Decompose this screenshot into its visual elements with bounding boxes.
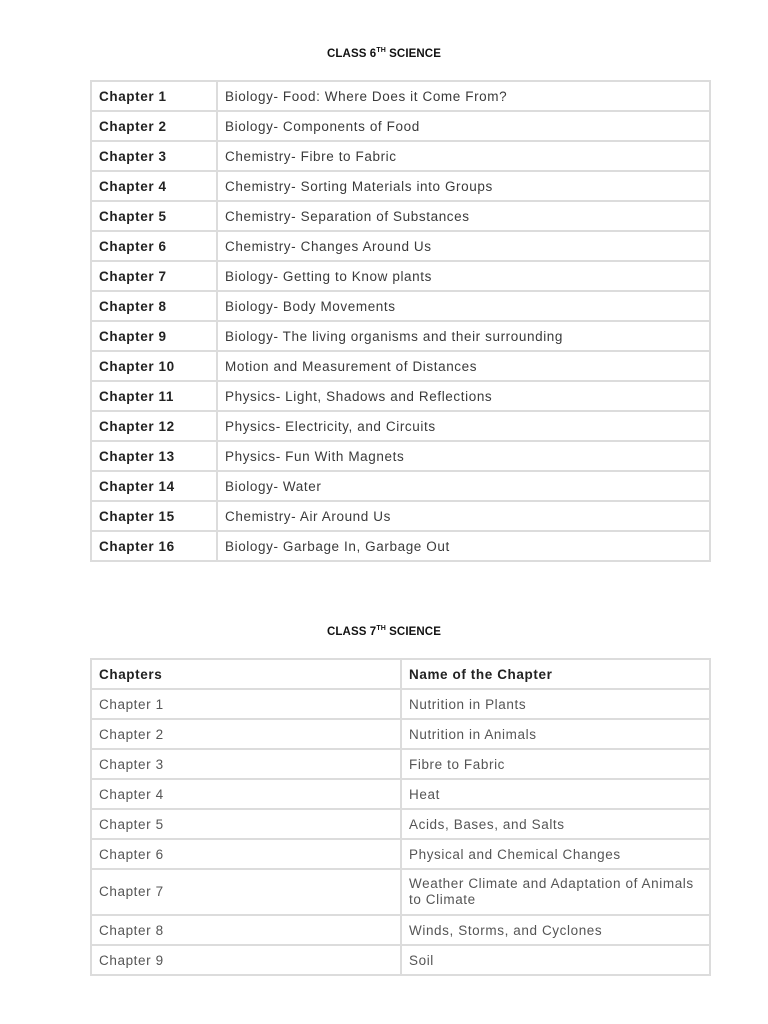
chapter-number-cell: Chapter 1 [91,689,401,719]
chapter-number-cell: Chapter 4 [91,171,217,201]
chapter-number-cell: Chapter 15 [91,501,217,531]
table-row [91,531,710,561]
chapter-name-cell: Chemistry- Fibre to Fabric [217,141,710,171]
table-row [91,111,710,141]
chapter-name-cell: Physics- Light, Shadows and Reflections [217,381,710,411]
chapter-number-cell: Chapter 5 [91,809,401,839]
chapter-name-cell: Acids, Bases, and Salts [401,809,710,839]
chapter-name-cell: Motion and Measurement of Distances [217,351,710,381]
chapter-name-cell: Chemistry- Air Around Us [217,501,710,531]
chapter-number-cell: Chapter 10 [91,351,217,381]
chapter-name-cell: Nutrition in Animals [401,719,710,749]
table-row [91,381,710,411]
class-6-heading-text: CLASS 6 [327,48,377,60]
chapter-number-cell: Chapter 6 [91,839,401,869]
chapter-name-cell: Chemistry- Changes Around Us [217,231,710,261]
class-6-heading-subject: SCIENCE [385,48,441,60]
chapter-name-cell: Soil [401,945,710,975]
table-row [91,441,710,471]
chapter-name-cell: Biology- Body Movements [217,291,710,321]
chapter-number-cell: Chapter 14 [91,471,217,501]
table-header-row [91,659,710,689]
chapter-number-cell: Chapter 7 [91,869,401,915]
table-row [91,839,710,869]
table-row [91,81,710,111]
chapter-number-cell: Chapter 2 [91,111,217,141]
table-row [91,689,710,719]
table-row [91,471,710,501]
table-row [91,945,710,975]
column-header-chapters: Chapters [91,659,401,689]
chapter-name-cell: Chemistry- Sorting Materials into Groups [217,171,710,201]
chapter-name-cell: Biology- Food: Where Does it Come From? [217,81,710,111]
chapter-name-cell: Physical and Chemical Changes [401,839,710,869]
chapter-name-cell: Biology- Getting to Know plants [217,261,710,291]
chapter-number-cell: Chapter 8 [91,915,401,945]
table-row [91,779,710,809]
table-row [91,915,710,945]
chapter-name-cell: Nutrition in Plants [401,689,710,719]
class-7-heading [0,626,768,638]
chapter-name-cell: Biology- Garbage In, Garbage Out [217,531,710,561]
chapter-name-cell: Biology- The living organisms and their surrounding [217,321,710,351]
class-7-heading-superscript: TH [376,625,386,633]
table-row [91,501,710,531]
chapter-name-cell: Physics- Fun With Magnets [217,441,710,471]
column-header-chapter-name: Name of the Chapter [401,659,710,689]
chapter-name-cell: Biology- Water [217,471,710,501]
chapter-number-cell: Chapter 5 [91,201,217,231]
chapter-number-cell: Chapter 7 [91,261,217,291]
table-row [91,171,710,201]
table-row [91,869,710,915]
table-row [91,351,710,381]
chapter-number-cell: Chapter 16 [91,531,217,561]
chapter-number-cell: Chapter 2 [91,719,401,749]
chapter-number-cell: Chapter 8 [91,291,217,321]
chapter-name-cell: Weather Climate and Adaptation of Animals to Climate [401,869,710,915]
chapter-number-cell: Chapter 3 [91,749,401,779]
table-row [91,291,710,321]
table-row [91,749,710,779]
chapter-name-cell: Heat [401,779,710,809]
chapter-name-cell: Winds, Storms, and Cyclones [401,915,710,945]
table-row [91,201,710,231]
table-row [91,321,710,351]
chapter-number-cell: Chapter 6 [91,231,217,261]
class-7-heading-text: CLASS 7 [327,626,377,638]
chapter-number-cell: Chapter 11 [91,381,217,411]
chapter-number-cell: Chapter 9 [91,945,401,975]
chapter-name-cell: Physics- Electricity, and Circuits [217,411,710,441]
table-row [91,411,710,441]
table-row [91,261,710,291]
class-6-chapters-table [90,80,711,562]
chapter-number-cell: Chapter 9 [91,321,217,351]
class-6-heading-superscript: TH [376,47,386,55]
chapter-number-cell: Chapter 4 [91,779,401,809]
table-row [91,719,710,749]
chapter-number-cell: Chapter 13 [91,441,217,471]
table-row [91,141,710,171]
class-7-heading-subject: SCIENCE [385,626,441,638]
chapter-number-cell: Chapter 1 [91,81,217,111]
chapter-name-cell: Fibre to Fabric [401,749,710,779]
table-row [91,231,710,261]
chapter-name-cell: Biology- Components of Food [217,111,710,141]
table-row [91,809,710,839]
chapter-name-cell: Chemistry- Separation of Substances [217,201,710,231]
class-7-chapters-table [90,658,711,976]
chapter-number-cell: Chapter 3 [91,141,217,171]
chapter-number-cell: Chapter 12 [91,411,217,441]
class-6-heading [0,48,768,60]
